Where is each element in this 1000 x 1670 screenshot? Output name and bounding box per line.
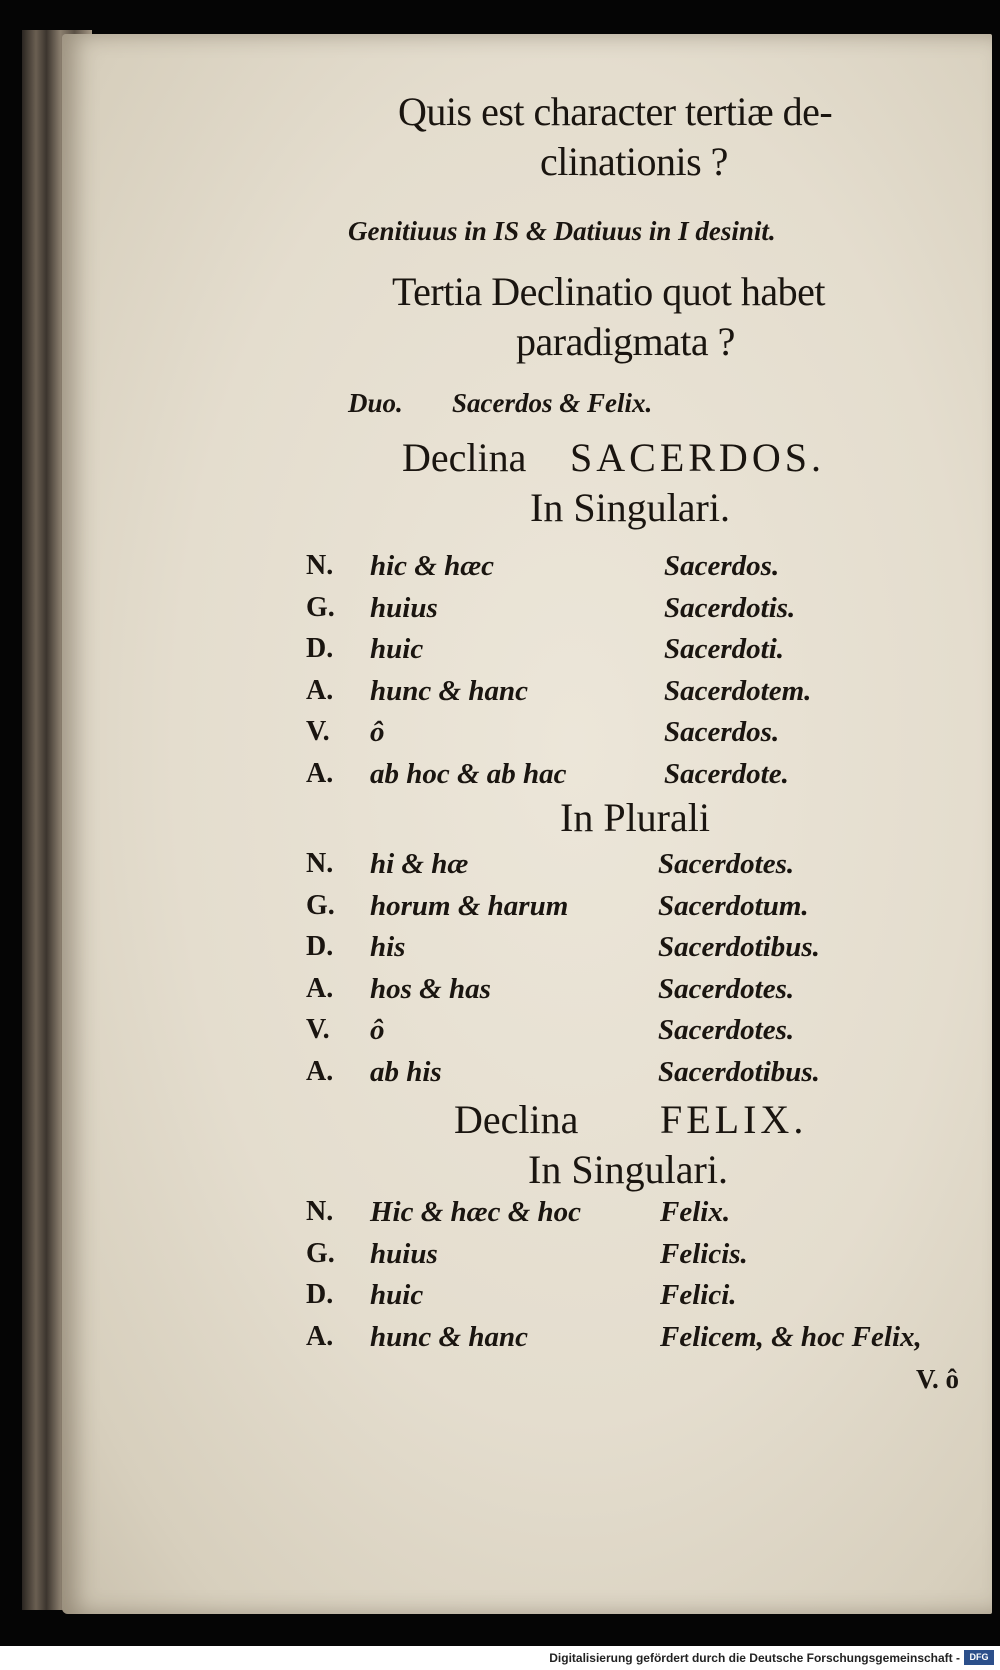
case-label: A. — [306, 972, 334, 1004]
noun-form: Sacerdote. — [664, 757, 789, 790]
declension-row — [0, 1279, 1000, 1319]
noun-form: Sacerdotis. — [664, 591, 796, 624]
article-text: huius — [370, 591, 438, 624]
declension-row — [0, 550, 1000, 590]
decl2-singular-title: In Singulari. — [528, 1147, 728, 1192]
declension-row — [0, 758, 1000, 798]
article-text: huius — [370, 1237, 438, 1270]
declension-row — [0, 973, 1000, 1013]
case-label: N. — [306, 1196, 334, 1227]
decl1-singular-title: In Singulari. — [530, 485, 730, 530]
noun-form: Sacerdotum. — [658, 889, 809, 922]
article-text: hi & hæ — [370, 848, 469, 880]
article-text: hunc & hanc — [370, 674, 528, 707]
noun-form: Sacerdotes. — [658, 972, 795, 1005]
declension-row — [0, 633, 1000, 673]
article-text: hic & hæc — [370, 550, 495, 582]
question2-line2: paradigmata ? — [516, 319, 735, 364]
declension-row — [0, 1056, 1000, 1096]
article-text: huic — [370, 633, 424, 665]
noun-form: Sacerdos. — [664, 716, 780, 748]
declension-row — [0, 1238, 1000, 1278]
case-label: G. — [306, 889, 335, 921]
decl1-plural-title: In Plurali — [560, 795, 710, 840]
noun-form: Sacerdotibus. — [658, 1055, 820, 1088]
noun-form: Sacerdotes. — [658, 848, 795, 880]
declension-row — [0, 1321, 1000, 1361]
case-label: N. — [306, 550, 334, 581]
declension-row — [0, 931, 1000, 971]
declension-row — [0, 716, 1000, 756]
case-label: A. — [306, 757, 334, 789]
question1-line1: Quis est character tertiæ de- — [398, 89, 833, 134]
decl2-heading-noun: FELIX. — [660, 1097, 808, 1142]
article-text: hos & has — [370, 972, 491, 1005]
answer2-rest: Sacerdos & Felix. — [452, 388, 653, 418]
article-text: ô — [370, 1014, 385, 1046]
case-label: G. — [306, 591, 335, 623]
declension-row — [0, 848, 1000, 888]
article-text: hunc & hanc — [370, 1320, 528, 1353]
declension-row — [0, 675, 1000, 715]
declension-row — [0, 890, 1000, 930]
answer2-lead: Duo. — [348, 388, 403, 418]
case-label: A. — [306, 674, 334, 706]
case-label: A. — [306, 1055, 334, 1087]
noun-form: Felix. — [660, 1196, 731, 1228]
noun-form: Felicem, & hoc Felix, — [660, 1320, 922, 1353]
declension-row — [0, 592, 1000, 632]
article-text: ô — [370, 716, 385, 748]
answer1: Genitiuus in IS & Datiuus in I desinit. — [348, 216, 776, 246]
article-text: huic — [370, 1279, 424, 1311]
case-label: G. — [306, 1237, 335, 1269]
article-text: his — [370, 931, 406, 963]
case-label: D. — [306, 931, 334, 962]
question2-line1: Tertia Declinatio quot habet — [392, 269, 826, 314]
case-label: D. — [306, 1279, 334, 1310]
noun-form: Sacerdotes. — [658, 1014, 795, 1046]
case-label: N. — [306, 848, 334, 879]
noun-form: Felici. — [660, 1279, 737, 1311]
noun-form: Sacerdotem. — [664, 674, 812, 707]
dfg-logo: DFG — [964, 1650, 994, 1665]
noun-form: Felicis. — [660, 1237, 748, 1270]
article-text: ab his — [370, 1055, 442, 1088]
decl1-heading-noun: SACERDOS. — [570, 435, 825, 480]
case-label: A. — [306, 1320, 334, 1352]
noun-form: Sacerdotibus. — [658, 931, 820, 963]
footer-credit: Digitalisierung gefördert durch die Deutsche Forschungsgemeinschaft - — [549, 1651, 960, 1665]
declension-row — [0, 1014, 1000, 1054]
decl1-heading-word: Declina — [402, 435, 527, 480]
case-label: V. — [306, 716, 330, 747]
question1-line2: clinationis ? — [540, 139, 728, 184]
case-label: V. — [306, 1014, 330, 1045]
decl2-heading-word: Declina — [454, 1097, 579, 1142]
declension-row — [0, 1196, 1000, 1236]
noun-form: Sacerdoti. — [664, 633, 785, 665]
catchword: V. ô — [916, 1364, 960, 1394]
article-text: Hic & hæc & hoc — [370, 1196, 582, 1228]
case-label: D. — [306, 633, 334, 664]
article-text: horum & harum — [370, 889, 569, 922]
noun-form: Sacerdos. — [664, 550, 780, 582]
article-text: ab hoc & ab hac — [370, 757, 567, 790]
